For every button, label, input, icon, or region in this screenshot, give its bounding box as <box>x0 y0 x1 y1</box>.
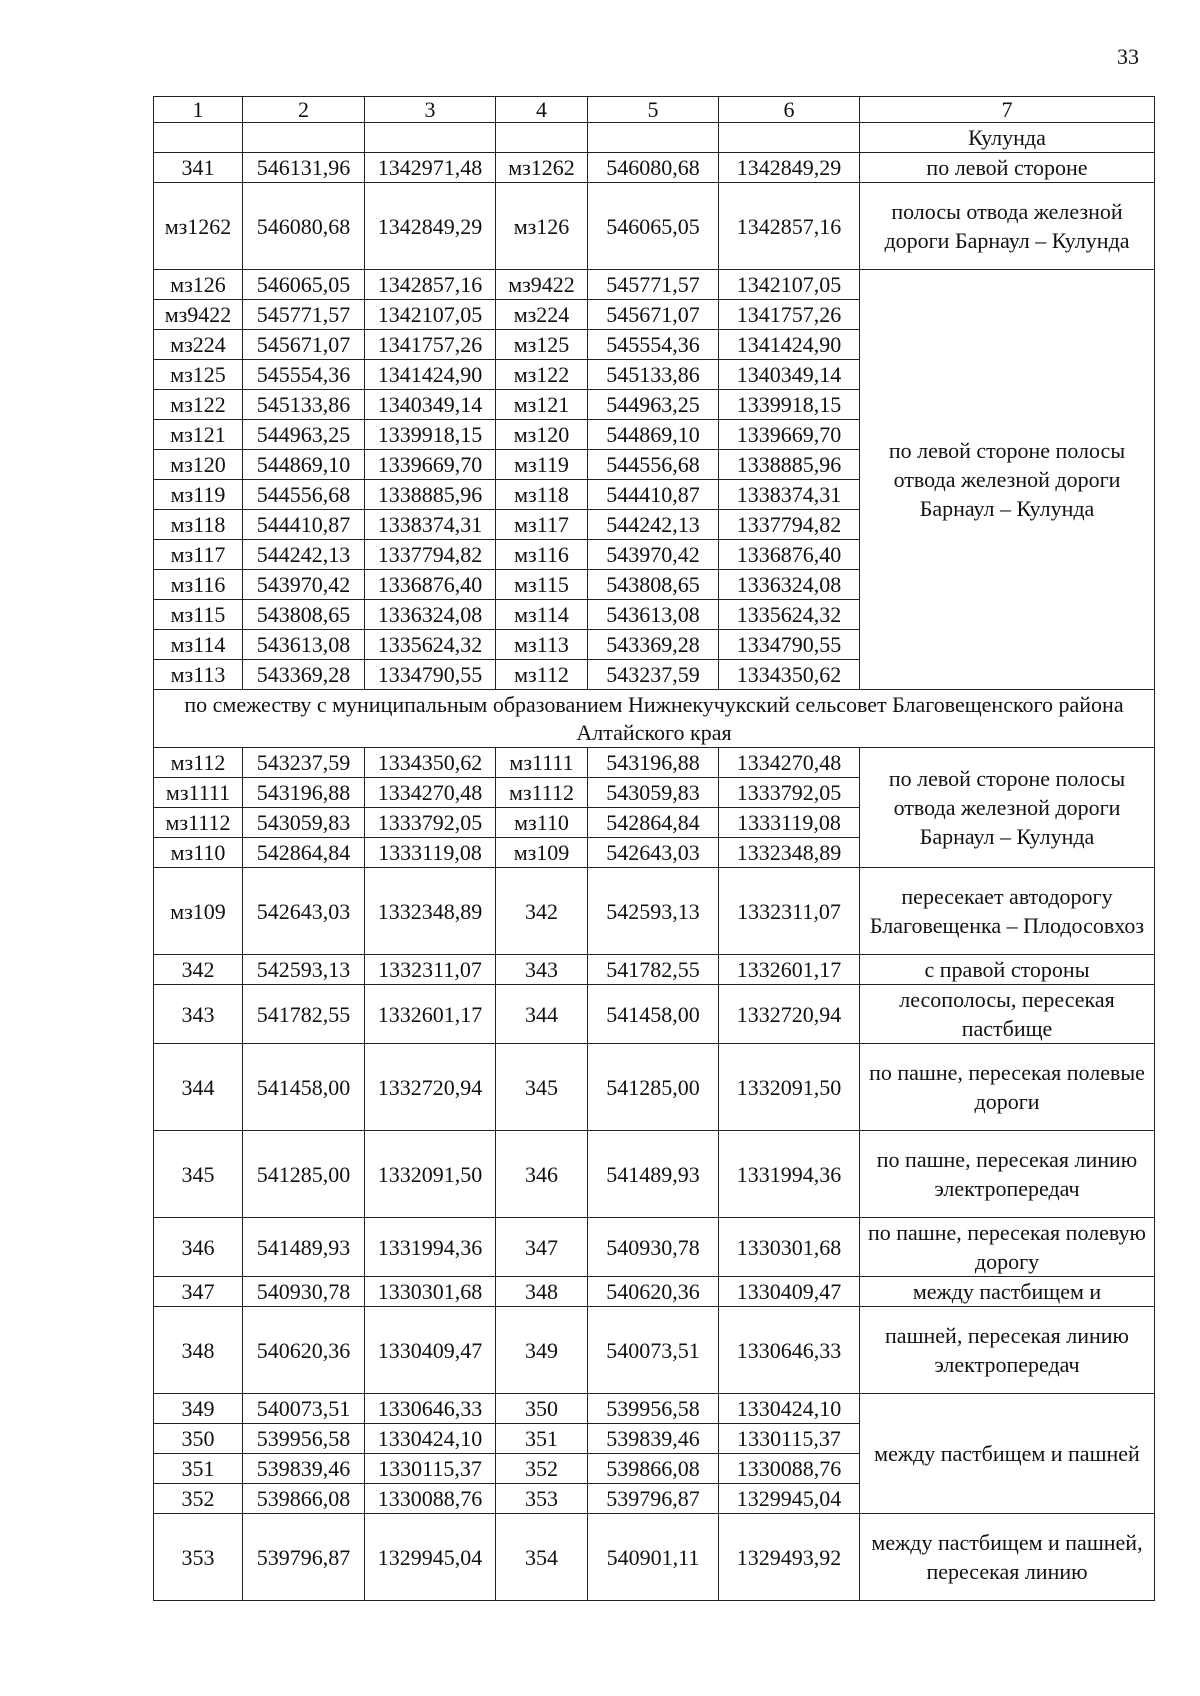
x-to: 541458,00 <box>588 985 719 1044</box>
y-from: 1340349,14 <box>365 390 496 420</box>
point-from: мз115 <box>154 600 243 630</box>
y-to: 1329493,92 <box>719 1514 860 1601</box>
y-to: 1336876,40 <box>719 540 860 570</box>
y-to: 1334270,48 <box>719 748 860 778</box>
y-from: 1342107,05 <box>365 300 496 330</box>
table-row <box>154 123 1155 153</box>
x-to: 539866,08 <box>588 1454 719 1484</box>
x-from: 541782,55 <box>243 985 365 1044</box>
x-from: 543369,28 <box>243 660 365 690</box>
point-to: мз118 <box>496 480 588 510</box>
point-from: мз1262 <box>154 183 243 270</box>
x-from: 542593,13 <box>243 955 365 985</box>
y-to: 1333792,05 <box>719 778 860 808</box>
y-to: 1330115,37 <box>719 1424 860 1454</box>
point-to: 348 <box>496 1277 588 1307</box>
x-from: 542643,03 <box>243 868 365 955</box>
x-from: 545771,57 <box>243 300 365 330</box>
route-description: по пашне, пересекая полевые дороги <box>860 1044 1155 1131</box>
table-row <box>154 1394 1155 1424</box>
point-from: 349 <box>154 1394 243 1424</box>
route-description: полосы отвода железной дороги Барнаул – Кулунда <box>860 183 1155 270</box>
y-from: 1342971,48 <box>365 153 496 183</box>
point-to: мз126 <box>496 183 588 270</box>
point-to: 354 <box>496 1514 588 1601</box>
point-to: 342 <box>496 868 588 955</box>
route-description: пашней, пересекая линию электропередач <box>860 1307 1155 1394</box>
table-header-row <box>154 97 1155 123</box>
x-to: 543059,83 <box>588 778 719 808</box>
y-to: 1334350,62 <box>719 660 860 690</box>
point-to: 351 <box>496 1424 588 1454</box>
point-from: мз1112 <box>154 808 243 838</box>
column-header: 2 <box>243 97 365 123</box>
x-to: 546080,68 <box>588 153 719 183</box>
y-from: 1338374,31 <box>365 510 496 540</box>
table-row <box>154 1044 1155 1131</box>
y-from: 1336324,08 <box>365 600 496 630</box>
table-row <box>154 153 1155 183</box>
table-row <box>154 1218 1155 1277</box>
x-to: 544410,87 <box>588 480 719 510</box>
point-from: 344 <box>154 1044 243 1131</box>
y-to: 1339669,70 <box>719 420 860 450</box>
point-from: мз113 <box>154 660 243 690</box>
y-from: 1332311,07 <box>365 955 496 985</box>
route-description: по пашне, пересекая линию электропередач <box>860 1131 1155 1218</box>
y-to: 1330409,47 <box>719 1277 860 1307</box>
x-from: 543237,59 <box>243 748 365 778</box>
y-from: 1332720,94 <box>365 1044 496 1131</box>
route-description: между пастбищем и пашней <box>860 1394 1155 1514</box>
point-to: 352 <box>496 1454 588 1484</box>
table-row <box>154 1514 1155 1601</box>
x-to: 541782,55 <box>588 955 719 985</box>
y-from: 1334270,48 <box>365 778 496 808</box>
point-to: мз119 <box>496 450 588 480</box>
x-from: 539866,08 <box>243 1484 365 1514</box>
point-to: 350 <box>496 1394 588 1424</box>
x-from: 543196,88 <box>243 778 365 808</box>
point-to: мз1111 <box>496 748 588 778</box>
point-from: мз119 <box>154 480 243 510</box>
route-description: по левой стороне полосы отвода железной дороги Барнаул – Кулунда <box>860 748 1155 868</box>
y-to: 1332720,94 <box>719 985 860 1044</box>
point-to: 353 <box>496 1484 588 1514</box>
x-from: 543808,65 <box>243 600 365 630</box>
x-from: 544963,25 <box>243 420 365 450</box>
y-from: 1330115,37 <box>365 1454 496 1484</box>
point-to: 346 <box>496 1131 588 1218</box>
x-from: 544242,13 <box>243 540 365 570</box>
x-from: 545133,86 <box>243 390 365 420</box>
x-to: 539796,87 <box>588 1484 719 1514</box>
y-from: 1329945,04 <box>365 1514 496 1601</box>
table-row <box>154 1307 1155 1394</box>
y-to: 1340349,14 <box>719 360 860 390</box>
point-from: мз9422 <box>154 300 243 330</box>
point-from: 352 <box>154 1484 243 1514</box>
point-to: мз1262 <box>496 153 588 183</box>
y-to: 1341757,26 <box>719 300 860 330</box>
point-to: мз224 <box>496 300 588 330</box>
y-to: 1329945,04 <box>719 1484 860 1514</box>
table-row <box>154 690 1155 748</box>
point-to: мз122 <box>496 360 588 390</box>
point-from: мз125 <box>154 360 243 390</box>
x-to: 540073,51 <box>588 1307 719 1394</box>
y-from: 1332091,50 <box>365 1131 496 1218</box>
y-from: 1330409,47 <box>365 1307 496 1394</box>
point-to: 345 <box>496 1044 588 1131</box>
y-from: 1339669,70 <box>365 450 496 480</box>
y-from: 1331994,36 <box>365 1218 496 1277</box>
table-row <box>154 1131 1155 1218</box>
column-header: 5 <box>588 97 719 123</box>
x-to: 542593,13 <box>588 868 719 955</box>
x-to: 539839,46 <box>588 1424 719 1454</box>
y-from: 1339918,15 <box>365 420 496 450</box>
point-to: мз117 <box>496 510 588 540</box>
y-from: 1330088,76 <box>365 1484 496 1514</box>
x-to: 545771,57 <box>588 270 719 300</box>
point-from: 341 <box>154 153 243 183</box>
column-header: 4 <box>496 97 588 123</box>
route-description: между пастбищем и <box>860 1277 1155 1307</box>
point-to: 347 <box>496 1218 588 1277</box>
y-to: 1342849,29 <box>719 153 860 183</box>
x-to: 542864,84 <box>588 808 719 838</box>
boundary-coordinates-table <box>153 96 1155 1601</box>
point-to: мз109 <box>496 838 588 868</box>
column-header: 1 <box>154 97 243 123</box>
y-from: 1333792,05 <box>365 808 496 838</box>
point-to: 344 <box>496 985 588 1044</box>
route-description: лесополосы, пересекая пастбище <box>860 985 1155 1044</box>
point-to: мз9422 <box>496 270 588 300</box>
point-from: мз116 <box>154 570 243 600</box>
y-from: 1334350,62 <box>365 748 496 778</box>
point-from: 342 <box>154 955 243 985</box>
x-from: 541285,00 <box>243 1131 365 1218</box>
x-to: 545671,07 <box>588 300 719 330</box>
point-from: мз110 <box>154 838 243 868</box>
y-from: 1341757,26 <box>365 330 496 360</box>
y-to: 1330646,33 <box>719 1307 860 1394</box>
x-from: 543613,08 <box>243 630 365 660</box>
y-to: 1337794,82 <box>719 510 860 540</box>
y-to: 1341424,90 <box>719 330 860 360</box>
point-to: мз114 <box>496 600 588 630</box>
y-to: 1332091,50 <box>719 1044 860 1131</box>
route-description: пересекает автодорогу Благовещенка – Плодосовхоз <box>860 868 1155 955</box>
column-header: 7 <box>860 97 1155 123</box>
x-from: 545671,07 <box>243 330 365 360</box>
route-description: по левой стороне <box>860 153 1155 183</box>
point-from: 351 <box>154 1454 243 1484</box>
x-from: 543059,83 <box>243 808 365 838</box>
x-from: 540073,51 <box>243 1394 365 1424</box>
table-row <box>154 748 1155 778</box>
x-to: 540930,78 <box>588 1218 719 1277</box>
point-from: 348 <box>154 1307 243 1394</box>
point-to: 349 <box>496 1307 588 1394</box>
x-to: 546065,05 <box>588 183 719 270</box>
y-to: 1332311,07 <box>719 868 860 955</box>
point-from: мз112 <box>154 748 243 778</box>
point-to: мз120 <box>496 420 588 450</box>
point-from: мз117 <box>154 540 243 570</box>
point-to: мз112 <box>496 660 588 690</box>
y-to: 1330424,10 <box>719 1394 860 1424</box>
point-to: мз1112 <box>496 778 588 808</box>
point-from: мз118 <box>154 510 243 540</box>
x-to: 544869,10 <box>588 420 719 450</box>
x-from: 540930,78 <box>243 1277 365 1307</box>
y-from: 1335624,32 <box>365 630 496 660</box>
x-from: 543970,42 <box>243 570 365 600</box>
y-from: 1337794,82 <box>365 540 496 570</box>
point-to: мз110 <box>496 808 588 838</box>
y-to: 1334790,55 <box>719 630 860 660</box>
y-to: 1339918,15 <box>719 390 860 420</box>
y-from: 1341424,90 <box>365 360 496 390</box>
y-to: 1338885,96 <box>719 450 860 480</box>
y-to: 1332601,17 <box>719 955 860 985</box>
y-from: 1332348,89 <box>365 868 496 955</box>
adjacency-note: по смежеству с муниципальным образованием Нижнекучукский сельсовет Благовещенского района Алтайского края <box>154 690 1155 748</box>
table-row <box>154 868 1155 955</box>
table-row <box>154 985 1155 1044</box>
point-to: мз113 <box>496 630 588 660</box>
x-to: 544242,13 <box>588 510 719 540</box>
x-from: 544410,87 <box>243 510 365 540</box>
point-from: 353 <box>154 1514 243 1601</box>
x-to: 540620,36 <box>588 1277 719 1307</box>
y-from: 1332601,17 <box>365 985 496 1044</box>
x-from: 539839,46 <box>243 1454 365 1484</box>
x-from: 545554,36 <box>243 360 365 390</box>
x-from: 539796,87 <box>243 1514 365 1601</box>
y-from: 1342857,16 <box>365 270 496 300</box>
y-from: 1338885,96 <box>365 480 496 510</box>
point-from: мз120 <box>154 450 243 480</box>
x-from: 540620,36 <box>243 1307 365 1394</box>
table-row <box>154 270 1155 300</box>
y-from: 1336876,40 <box>365 570 496 600</box>
y-from: 1334790,55 <box>365 660 496 690</box>
x-to: 543808,65 <box>588 570 719 600</box>
x-to: 545554,36 <box>588 330 719 360</box>
y-to: 1330088,76 <box>719 1454 860 1484</box>
y-to: 1338374,31 <box>719 480 860 510</box>
point-from: 347 <box>154 1277 243 1307</box>
point-from: мз122 <box>154 390 243 420</box>
x-from: 542864,84 <box>243 838 365 868</box>
x-to: 543237,59 <box>588 660 719 690</box>
table-row <box>154 1277 1155 1307</box>
x-from: 544556,68 <box>243 480 365 510</box>
x-from: 546065,05 <box>243 270 365 300</box>
table-row <box>154 955 1155 985</box>
x-to: 540901,11 <box>588 1514 719 1601</box>
x-to: 543613,08 <box>588 600 719 630</box>
x-from: 546080,68 <box>243 183 365 270</box>
point-from: 346 <box>154 1218 243 1277</box>
y-from: 1330301,68 <box>365 1277 496 1307</box>
x-to: 541285,00 <box>588 1044 719 1131</box>
x-from: 539956,58 <box>243 1424 365 1454</box>
route-description: между пастбищем и пашней, пересекая линию <box>860 1514 1155 1601</box>
y-to: 1331994,36 <box>719 1131 860 1218</box>
route-description: по пашне, пересекая полевую дорогу <box>860 1218 1155 1277</box>
y-from: 1342849,29 <box>365 183 496 270</box>
route-description: по левой стороне полосы отвода железной дороги Барнаул – Кулунда <box>860 270 1155 690</box>
point-from: мз224 <box>154 330 243 360</box>
point-from: мз121 <box>154 420 243 450</box>
y-to: 1332348,89 <box>719 838 860 868</box>
x-to: 543970,42 <box>588 540 719 570</box>
y-to: 1336324,08 <box>719 570 860 600</box>
x-to: 539956,58 <box>588 1394 719 1424</box>
point-from: мз114 <box>154 630 243 660</box>
x-from: 541489,93 <box>243 1218 365 1277</box>
x-to: 544556,68 <box>588 450 719 480</box>
x-to: 542643,03 <box>588 838 719 868</box>
point-from: мз126 <box>154 270 243 300</box>
y-from: 1333119,08 <box>365 838 496 868</box>
column-header: 6 <box>719 97 860 123</box>
y-to: 1342107,05 <box>719 270 860 300</box>
x-to: 545133,86 <box>588 360 719 390</box>
x-to: 543369,28 <box>588 630 719 660</box>
page-number: 33 <box>1117 44 1139 69</box>
y-to: 1330301,68 <box>719 1218 860 1277</box>
point-to: мз115 <box>496 570 588 600</box>
table-row <box>154 183 1155 270</box>
point-from: 343 <box>154 985 243 1044</box>
y-to: 1335624,32 <box>719 600 860 630</box>
route-description: с правой стороны <box>860 955 1155 985</box>
y-from: 1330646,33 <box>365 1394 496 1424</box>
point-from: мз1111 <box>154 778 243 808</box>
y-to: 1342857,16 <box>719 183 860 270</box>
x-from: 541458,00 <box>243 1044 365 1131</box>
point-to: 343 <box>496 955 588 985</box>
point-to: мз121 <box>496 390 588 420</box>
y-to: 1333119,08 <box>719 808 860 838</box>
x-to: 541489,93 <box>588 1131 719 1218</box>
y-from: 1330424,10 <box>365 1424 496 1454</box>
point-from: 345 <box>154 1131 243 1218</box>
column-header: 3 <box>365 97 496 123</box>
point-from: 350 <box>154 1424 243 1454</box>
route-description: Кулунда <box>860 123 1155 153</box>
x-to: 543196,88 <box>588 748 719 778</box>
x-from: 546131,96 <box>243 153 365 183</box>
point-to: мз125 <box>496 330 588 360</box>
point-to: мз116 <box>496 540 588 570</box>
x-to: 544963,25 <box>588 390 719 420</box>
x-from: 544869,10 <box>243 450 365 480</box>
point-from: мз109 <box>154 868 243 955</box>
